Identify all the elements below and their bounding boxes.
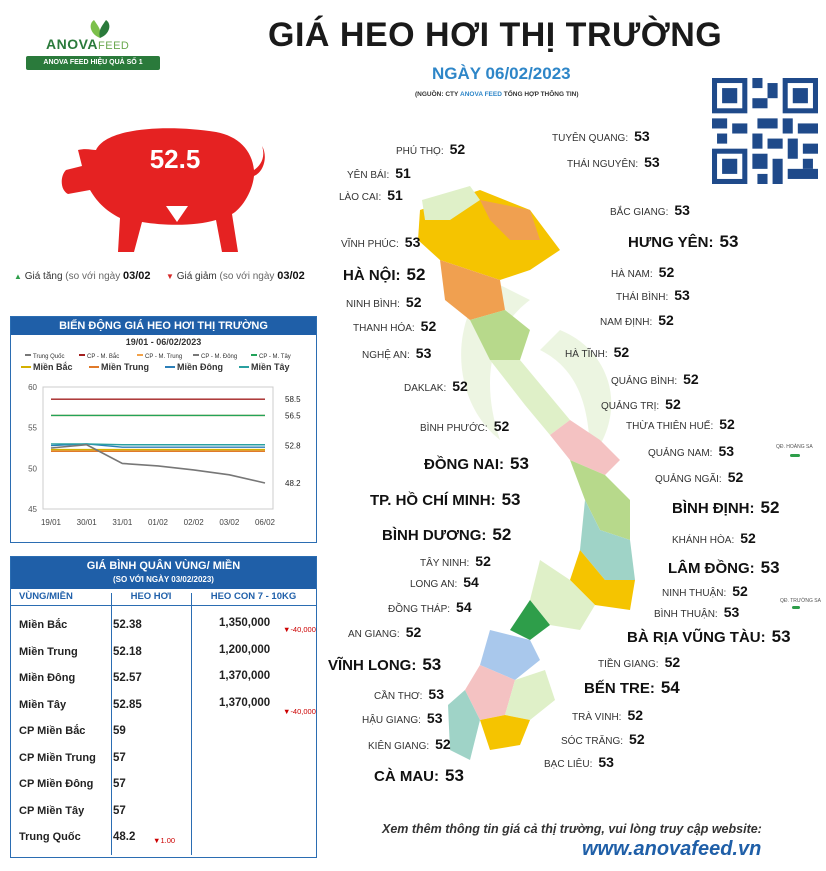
province-value: 53 [428, 686, 444, 702]
province-price [627, 627, 791, 647]
province-name: QUẢNG BÌNH: [611, 376, 678, 387]
province-name: THỪA THIÊN HUẾ: [626, 421, 714, 432]
piglet-price: 1,350,000 [219, 617, 271, 629]
down-triangle-icon: ▼ [283, 706, 291, 716]
province-value: 52 [727, 469, 744, 485]
table-row [11, 799, 316, 825]
province-price [362, 345, 431, 361]
brand-name [46, 36, 129, 52]
pig-icon [56, 110, 266, 260]
price-change-value: 1.00 [160, 836, 176, 845]
province-name: HẬU GIANG: [362, 715, 421, 726]
province-name: VĨNH LONG: [328, 657, 417, 674]
province-price [662, 583, 748, 599]
price-trend-chart [11, 349, 316, 539]
pig-price: 52.5 [149, 144, 201, 174]
table-row [11, 666, 316, 692]
series-line [51, 445, 265, 483]
province-price [655, 469, 743, 485]
piglet-price: 1,200,000 [219, 643, 271, 656]
province-price [374, 686, 444, 702]
legend-down-date: 03/02 [277, 270, 305, 282]
avg-table-header [11, 589, 316, 606]
source-suffix: TỔNG HỢP THÔNG TIN) [501, 91, 579, 98]
province-price [668, 558, 780, 578]
province-price [598, 654, 680, 670]
plot-frame [43, 387, 273, 509]
regional-average-panel [10, 556, 317, 858]
province-name: NAM ĐỊNH: [600, 317, 653, 328]
province-price [616, 287, 690, 303]
province-price [341, 234, 420, 250]
truong-sa-label: QĐ. TRƯỜNG SA [780, 598, 821, 604]
province-value: 53 [404, 234, 421, 250]
region-name: CP Miền Trung [19, 751, 96, 764]
legend-small-item: CP - M. Đông [201, 354, 238, 360]
province-name: HÀ NỘI: [343, 267, 401, 284]
province-name: ĐỒNG THÁP: [388, 604, 451, 615]
province-price [544, 754, 614, 770]
province-name: QUẢNG TRỊ: [601, 401, 660, 412]
series-end-label: 48.2 [285, 478, 301, 488]
series-end-label: 56.5 [285, 411, 301, 421]
down-triangle-icon: ▼ [153, 836, 161, 845]
province-name: KHÁNH HÒA: [672, 535, 735, 546]
province-name: BẾN TRE: [584, 680, 655, 697]
source-note [415, 91, 579, 98]
live-pig-price: 59 [113, 725, 126, 737]
province-value: 52 [760, 498, 780, 517]
live-pig-price: 57 [113, 751, 126, 764]
province-value: 52 [475, 553, 491, 569]
province-value: 52 [405, 294, 422, 310]
province-name: VĨNH PHÚC: [341, 239, 399, 250]
province-name: KIÊN GIANG: [368, 741, 430, 752]
region-name: CP Miền Tây [19, 804, 85, 817]
x-tick-label: 30/01 [76, 518, 97, 527]
province-price [628, 232, 738, 252]
source-brand: ANOVA FEED [460, 91, 502, 98]
legend-down-note: (so với ngày [219, 271, 275, 282]
province-price [552, 128, 650, 144]
province-value: 53 [674, 202, 690, 218]
province-price [348, 624, 421, 640]
series-end-label: 58.5 [285, 395, 301, 405]
province-value: 53 [718, 443, 735, 459]
province-value: 53 [719, 232, 739, 251]
province-value: 52 [627, 707, 644, 723]
down-triangle-icon: ▼ [283, 625, 291, 634]
table-row [11, 825, 316, 851]
province-value: 54 [456, 599, 472, 615]
x-tick-label: 06/02 [254, 518, 276, 527]
province-name: BÌNH THUẬN: [654, 609, 718, 620]
province-name: ĐỒNG NAI: [424, 456, 504, 473]
province-value: 52 [452, 378, 468, 394]
province-name: BẠC LIÊU: [544, 759, 593, 770]
province-name: BÌNH ĐỊNH: [672, 500, 755, 517]
province-value: 53 [723, 604, 740, 620]
live-pig-price: 52.57 [113, 672, 142, 684]
table-row [11, 693, 316, 719]
legend-big-item: Miền Đông [177, 362, 223, 372]
province-price [396, 141, 465, 157]
down-triangle-icon: ▼ [166, 272, 174, 281]
col-header-region: VÙNG/MIỀN [19, 591, 73, 602]
province-price [328, 655, 441, 675]
brand-name-main: ANOVA [46, 36, 99, 52]
province-value: 52 [665, 396, 681, 412]
province-price [382, 525, 511, 545]
province-value: 51 [387, 187, 403, 203]
piglet-price: 1,370,000 [219, 670, 271, 682]
avg-panel-subtitle: (SO VỚI NGÀY 03/02/2023) [113, 575, 214, 584]
province-price [353, 318, 436, 334]
legend-small-item: CP - M. Bắc [87, 354, 120, 360]
province-price [346, 294, 421, 310]
province-name: HƯNG YÊN: [628, 234, 714, 251]
province-name: BÌNH PHƯỚC: [420, 423, 488, 434]
province-price [611, 264, 674, 280]
province-value: 52 [629, 731, 645, 747]
province-name: CẦN THƠ: [374, 691, 423, 702]
province-price [347, 165, 411, 181]
col-header-piglet: HEO CON 7 - 10KG [210, 591, 297, 602]
province-name: YÊN BÁI: [347, 170, 390, 181]
province-price [611, 371, 699, 387]
province-price [672, 498, 779, 518]
live-pig-price: 52.85 [113, 698, 142, 711]
province-name: BÌNH DƯƠNG: [382, 527, 487, 544]
live-pig-price: 52.18 [113, 645, 142, 658]
province-price [410, 574, 479, 590]
province-value: 53 [426, 710, 443, 726]
province-price [610, 202, 690, 218]
legend-up-note: (so với ngày [65, 271, 121, 282]
region-name: Miền Bắc [19, 619, 68, 631]
brand-slogan: ANOVA FEED HIỆU QUẢ SỐ 1 [26, 56, 160, 70]
province-price [420, 553, 491, 569]
price-change [283, 625, 316, 634]
x-tick-label: 01/02 [147, 518, 169, 527]
website-link[interactable]: www.anovafeed.vn [582, 838, 762, 860]
province-value: 53 [445, 766, 464, 785]
province-value: 52 [719, 416, 735, 432]
province-name: AN GIANG: [348, 629, 400, 640]
province-value: 54 [660, 678, 680, 697]
province-name: HÀ TĨNH: [565, 349, 608, 360]
province-name: SÓC TRĂNG: [561, 736, 624, 747]
province-value: 53 [422, 655, 442, 674]
province-name: QUẢNG NAM: [648, 448, 713, 459]
province-price [404, 378, 468, 394]
province-price [362, 710, 442, 726]
province-price [561, 731, 645, 747]
y-tick-label: 50 [28, 464, 37, 474]
province-price [572, 707, 643, 723]
avg-panel-title: GIÁ BÌNH QUÂN VÙNG/ MIỀN [86, 560, 241, 572]
legend-down-label: Giá giảm [176, 271, 217, 282]
hoang-sa-island [790, 454, 800, 457]
province-value: 52 [420, 318, 437, 334]
province-value: 53 [644, 154, 660, 170]
province-price [648, 443, 734, 459]
province-value: 52 [683, 371, 699, 387]
live-pig-price: 52.38 [113, 619, 142, 631]
x-tick-label: 19/01 [40, 518, 62, 527]
series-end-label: 52.8 [285, 441, 301, 451]
province-value: 53 [634, 128, 650, 144]
province-name: TÂY NINH: [420, 558, 470, 569]
region-name: Miền Trung [19, 645, 78, 658]
legend-up-date: 03/02 [123, 270, 151, 282]
price-change-value: -40,000 [290, 706, 316, 716]
province-price [654, 604, 739, 620]
province-price [343, 265, 425, 285]
province-name: HÀ NAM: [611, 269, 653, 280]
table-row [11, 640, 316, 666]
legend-up [14, 270, 151, 282]
province-price [626, 416, 735, 432]
footer-text: Xem thêm thông tin giá cả thị trường, vui lòng truy cập website: [382, 822, 762, 836]
province-price [601, 396, 681, 412]
region-name: CP Miền Bắc [19, 725, 86, 737]
province-value: 53 [771, 627, 791, 646]
legend-small-item: CP - M. Tây [259, 354, 291, 360]
legend-small-item: CP - M. Trung [145, 354, 183, 360]
truong-sa-island [792, 606, 800, 609]
chart-panel-subtitle: 19/01 - 06/02/2023 [125, 337, 202, 347]
province-price [672, 530, 756, 546]
province-price [584, 678, 680, 698]
province-value: 51 [395, 165, 411, 181]
province-name: QUẢNG NGÃI: [655, 474, 722, 485]
province-name: THÁI NGUYÊN: [567, 159, 639, 170]
source-prefix: (NGUỒN: CTY [415, 91, 461, 98]
province-name: TRÀ VINH: [572, 712, 622, 723]
legend-up-label: Giá tăng [24, 271, 63, 282]
col-header-live-pig: HEO HƠI [130, 591, 172, 602]
piglet-price: 1,370,000 [219, 696, 271, 709]
legend-big-item: Miền Bắc [33, 362, 73, 372]
province-value: 52 [740, 530, 756, 546]
province-name: NINH BÌNH: [346, 299, 400, 310]
province-value: 52 [492, 525, 512, 544]
x-tick-label: 31/01 [112, 518, 133, 527]
province-price [420, 418, 509, 434]
province-name: NINH THUẬN: [662, 588, 727, 599]
province-value: 53 [415, 345, 432, 361]
legend-small-item: Trung Quốc [33, 354, 65, 360]
price-change-value: -40,000 [290, 625, 316, 634]
province-price [370, 490, 520, 510]
province-value: 52 [658, 264, 675, 280]
province-price [565, 344, 629, 360]
province-price [424, 454, 529, 474]
province-name: TP. HỒ CHÍ MINH: [370, 492, 496, 509]
x-tick-label: 03/02 [219, 518, 240, 527]
page-title: GIÁ HEO HƠI THỊ TRƯỜNG [268, 16, 723, 54]
province-name: TUYÊN QUANG: [552, 133, 629, 144]
province-name: DAKLAK: [404, 383, 447, 394]
province-value: 52 [732, 583, 748, 599]
table-row [11, 772, 316, 798]
province-price [600, 312, 674, 328]
live-pig-price: 48.2 [113, 831, 136, 843]
province-value: 52 [658, 312, 674, 328]
table-row [11, 746, 316, 772]
province-value: 52 [405, 624, 422, 640]
province-name: TIỀN GIANG: [598, 659, 659, 670]
province-name: LONG AN: [410, 579, 458, 590]
province-value: 52 [613, 344, 630, 360]
y-tick-label: 45 [28, 505, 37, 514]
region-name: Trung Quốc [19, 831, 81, 843]
up-triangle-icon: ▲ [14, 272, 22, 281]
province-value: 54 [463, 574, 479, 590]
province-value: 52 [406, 265, 426, 284]
avg-panel-header [11, 557, 316, 589]
region-name: Miền Đông [19, 672, 76, 684]
legend-down [166, 270, 305, 282]
province-name: THANH HÓA: [353, 323, 415, 334]
chart-panel-title: BIẾN ĐỘNG GIÁ HEO HƠI THỊ TRƯỜNG [11, 317, 316, 335]
province-price [374, 766, 464, 786]
province-name: BÀ RỊA VŨNG TÀU: [627, 629, 766, 646]
province-name: NGHỆ AN: [362, 350, 410, 361]
province-price [567, 154, 660, 170]
x-tick-label: 02/02 [183, 518, 204, 527]
hoang-sa-label: QĐ. HOÀNG SA [776, 444, 813, 450]
province-value: 52 [493, 418, 510, 434]
legend-big-item: Miền Trung [101, 362, 149, 372]
province-name: PHÚ THỌ: [396, 146, 444, 157]
province-value: 52 [435, 736, 451, 752]
province-price [339, 187, 403, 203]
province-value: 53 [510, 454, 529, 473]
live-pig-price: 57 [113, 804, 126, 817]
legend-big-item: Miền Tây [251, 362, 290, 372]
y-tick-label: 60 [28, 383, 37, 392]
province-value: 52 [664, 654, 681, 670]
province-name: BẮC GIANG: [610, 207, 669, 218]
province-price [388, 599, 472, 615]
live-pig-price: 57 [113, 778, 126, 790]
region-name: Miền Tây [19, 698, 67, 711]
province-price [368, 736, 451, 752]
region-name: CP Miền Đông [19, 778, 94, 790]
province-value: 52 [449, 141, 466, 157]
price-change [283, 707, 316, 716]
province-value: 53 [598, 754, 614, 770]
province-name: THÁI BÌNH: [616, 292, 669, 303]
table-row [11, 719, 316, 745]
province-name: LÀO CAI: [339, 192, 382, 203]
province-value: 53 [760, 558, 780, 577]
province-value: 53 [674, 287, 690, 303]
table-row [11, 613, 316, 639]
province-name: LÂM ĐỒNG: [668, 560, 755, 577]
price-change [153, 836, 175, 845]
province-value: 53 [501, 490, 521, 509]
date-label: NGÀY 06/02/2023 [432, 64, 571, 83]
brand-name-suffix: FEED [98, 40, 130, 52]
y-tick-label: 55 [28, 423, 37, 433]
province-name: CÀ MAU: [374, 768, 439, 785]
price-trend-chart-panel [10, 316, 317, 543]
